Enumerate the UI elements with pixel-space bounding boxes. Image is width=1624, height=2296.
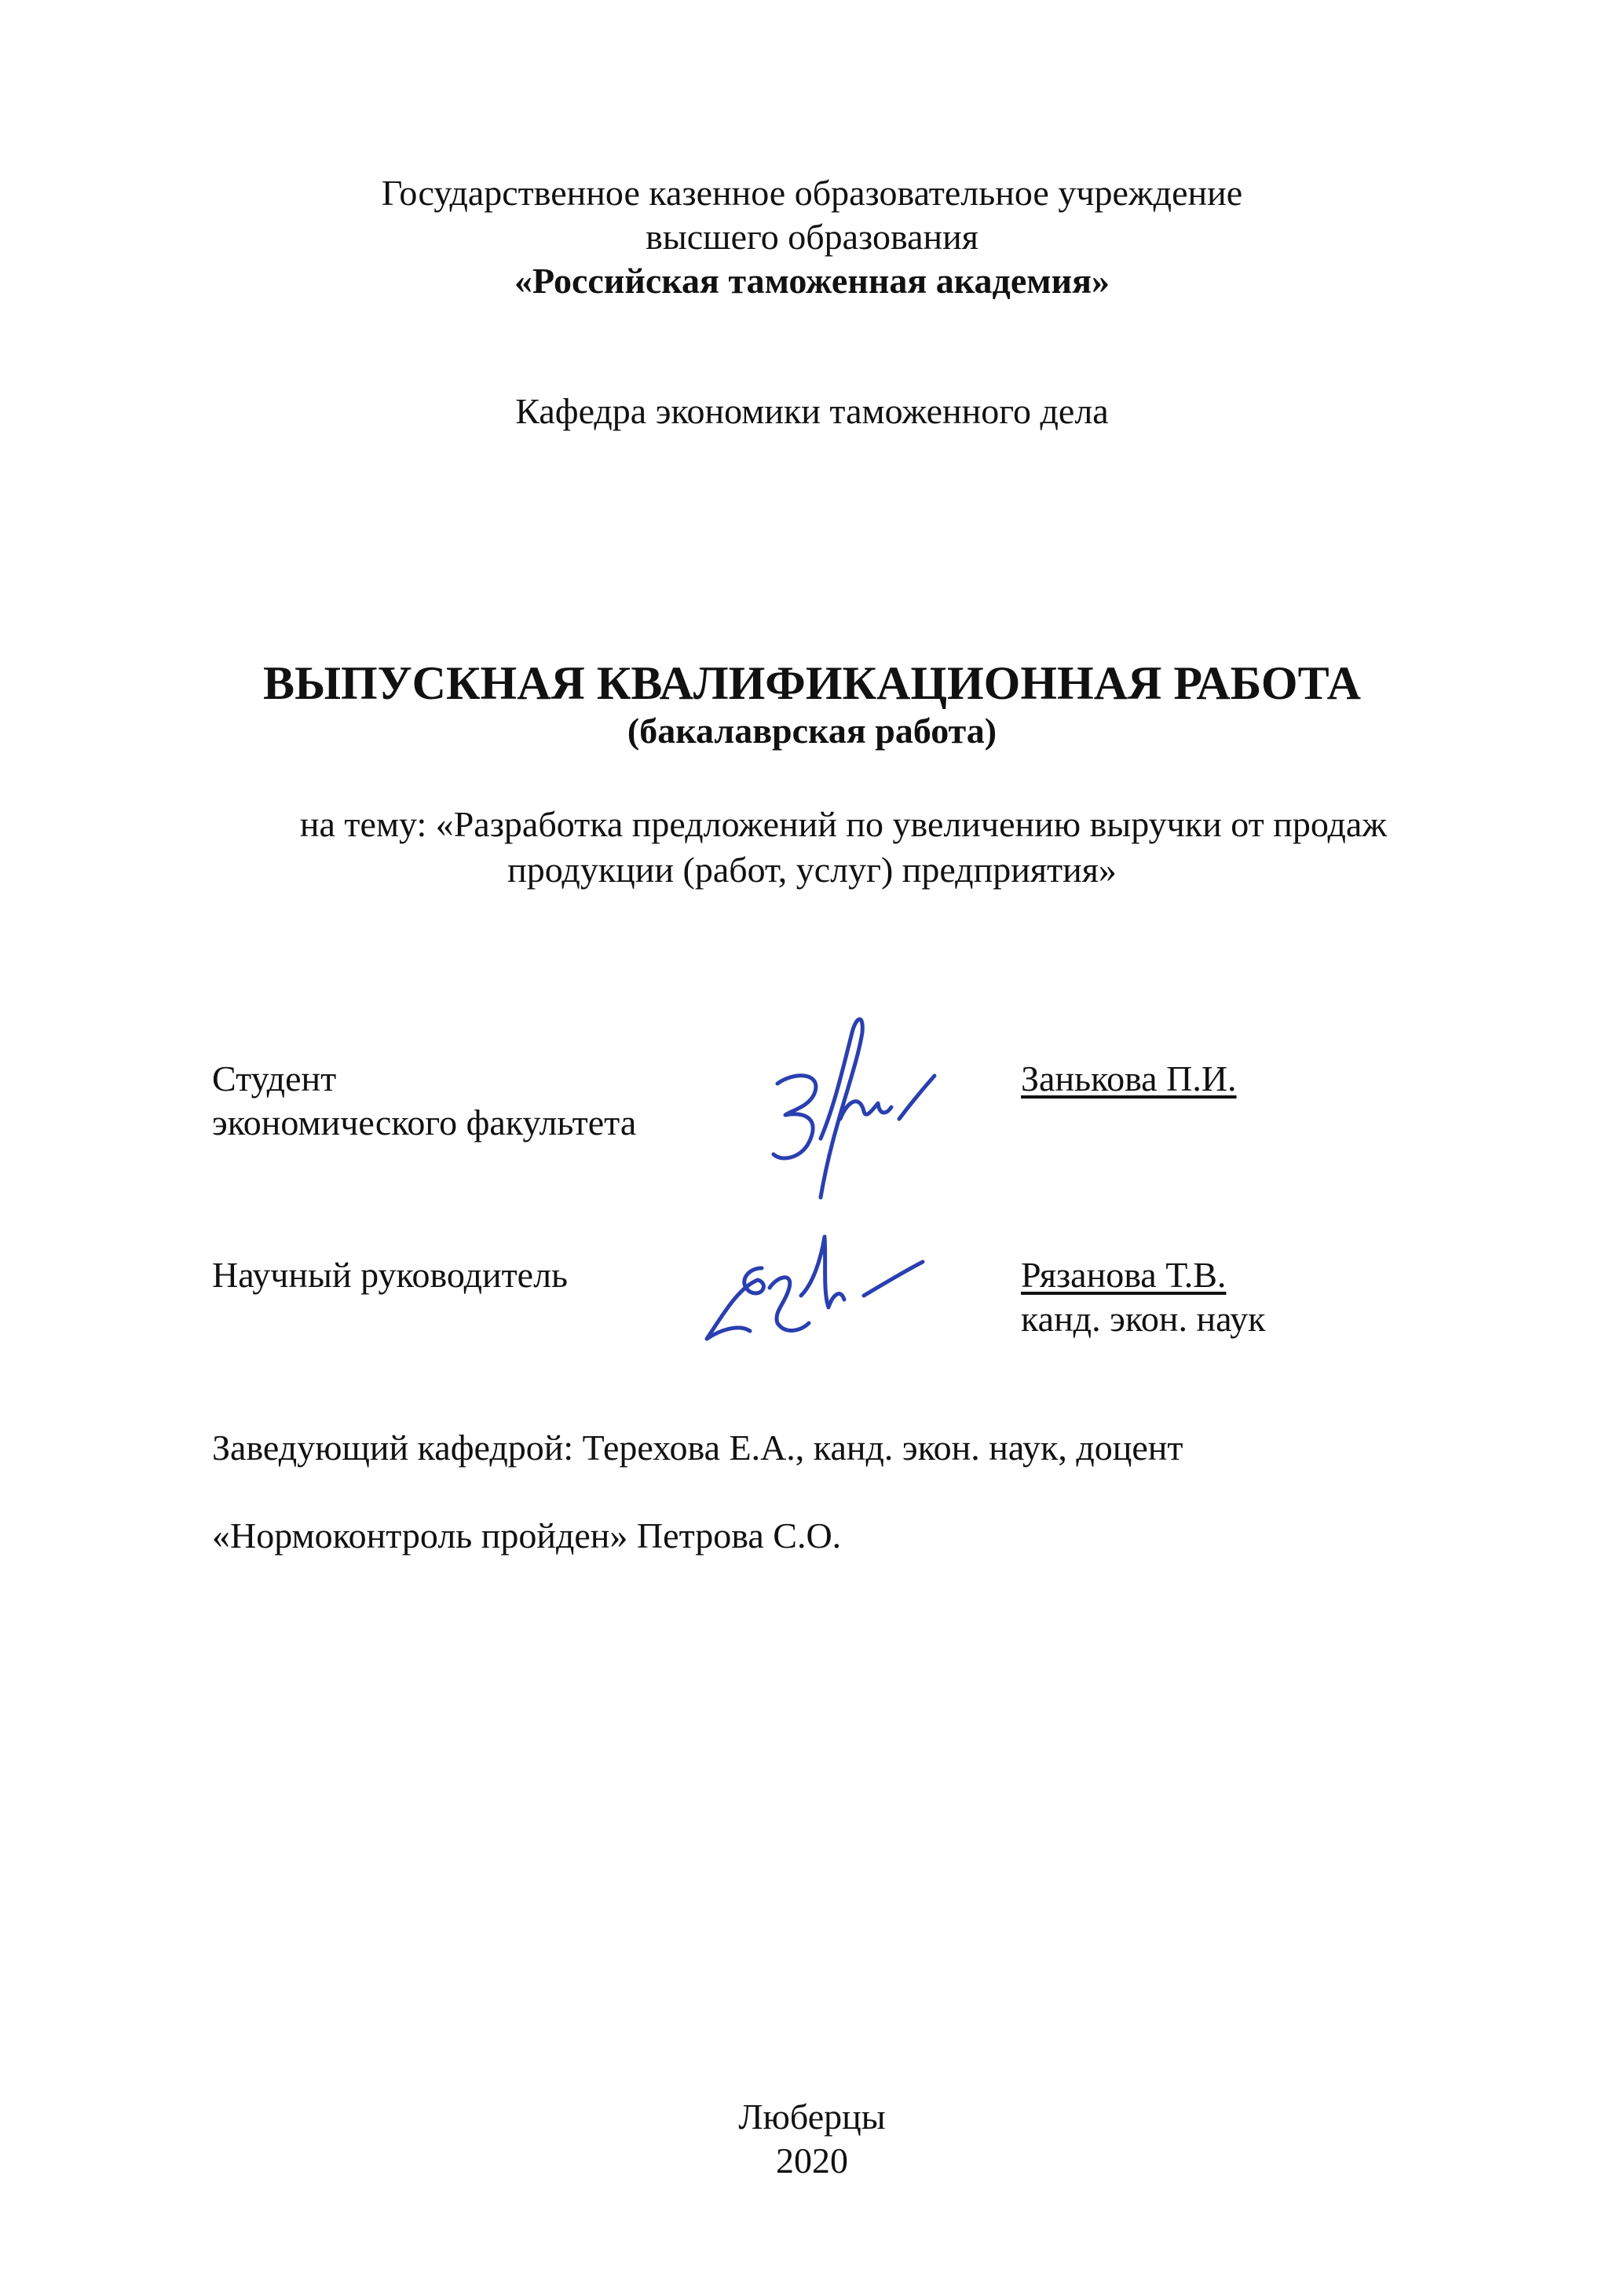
supervisor-role: Научный руководитель	[212, 1255, 569, 1295]
student-name: Занькова П.И.	[1021, 1058, 1237, 1099]
supervisor-degree: канд. экон. наук	[1021, 1299, 1266, 1339]
topic-line1: на тему: «Разработка предложений по увеличению выручки от продаж	[299, 804, 1388, 844]
student-signature	[746, 1001, 950, 1205]
institution-line1: Государственное казенное образовательное учреждение	[381, 173, 1243, 213]
academy-name: «Российская таможенная академия»	[514, 261, 1110, 301]
supervisor-name: Рязанова Т.В.	[1021, 1255, 1227, 1295]
footer-year: 2020	[776, 2141, 848, 2181]
student-role: Студент	[212, 1058, 337, 1099]
student-faculty: экономического факультета	[212, 1102, 637, 1143]
norm-control: «Нормоконтроль пройден» Петрова С.О.	[212, 1515, 842, 1556]
department-name: Кафедра экономики таможенного дела	[515, 391, 1109, 431]
head-of-department: Заведующий кафедрой: Терехова Е.А., канд. экон. наук, доцент	[212, 1428, 1183, 1468]
footer-city: Люберцы	[738, 2097, 886, 2137]
supervisor-signature	[683, 1213, 935, 1362]
work-title: ВЫПУСКНАЯ КВАЛИФИКАЦИОННАЯ РАБОТА	[263, 657, 1361, 709]
work-subtitle: (бакалаврская работа)	[627, 711, 997, 751]
institution-line2: высшего образования	[646, 217, 978, 257]
topic-line2: продукции (работ, услуг) предприятия»	[507, 850, 1117, 890]
